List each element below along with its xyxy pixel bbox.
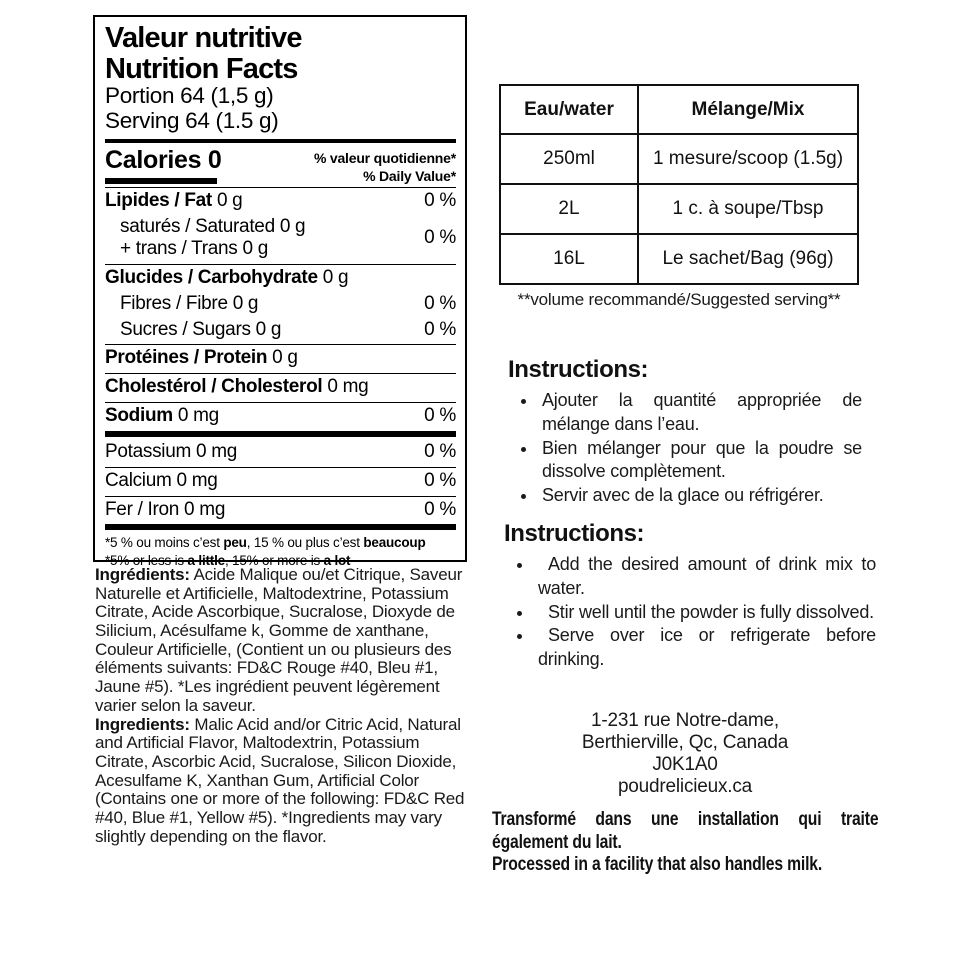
- serving-size-fr: Portion 64 (1,5 g): [105, 83, 274, 109]
- allergen-en: Processed in a facility that also handles milk.: [492, 853, 823, 876]
- list-item: • Stir well until the powder is fully dissolved.: [534, 601, 876, 625]
- nutrition-title-en: Nutrition Facts: [105, 52, 298, 85]
- footnote-en: *5% or less is a little, 15% or more is a lot: [105, 553, 351, 569]
- footnote-fr: *5 % ou moins c’est peu, 15 % ou plus c’est beaucoup: [105, 535, 426, 551]
- nutrient-row-potassium: Potassium 0 mg 0 %: [105, 440, 456, 462]
- instructions-fr-list: [508, 389, 862, 508]
- address-line: J0K1A0: [652, 753, 718, 775]
- list-item: • Ajouter la quantité appropriée de mélange dans l’eau.: [538, 389, 862, 437]
- instructions-fr-title: Instructions:: [508, 356, 649, 383]
- header-water: Eau/water: [500, 85, 638, 134]
- ingredients-en: Ingredients: Malic Acid and/or Citric Acid, Natural and Artificial Flavor, Maltodextrin, Potassium Citrate, Ascorbic Acid, Sucralose, Silicon Dioxide, Acesulfame K, Xanthan Gum, Artificial Color (Contains one or more of the following: FD&C Red #40, Blue #1, Yellow #5). *Ingredients may vary slightly depending on the flavor.: [95, 714, 465, 846]
- nutrient-row-saturated-trans: saturés / Saturated 0 g + trans / Trans 0 g 0 %: [120, 216, 456, 260]
- table-row: 250ml 1 mesure/scoop (1.5g): [500, 134, 858, 184]
- separator-rule: [105, 139, 456, 143]
- instructions-fr: [508, 356, 862, 508]
- nutrition-title-fr: Valeur nutritive: [105, 22, 302, 54]
- nutrient-row-cholesterol: Cholestérol / Cholesterol 0 mg: [105, 376, 369, 398]
- table-row: 2L 1 c. à soupe/Tbsp: [500, 184, 858, 234]
- calories-value: Calories 0: [105, 146, 222, 185]
- ingredients-fr: Ingrédients: Acide Malique ou/et Citrique, Saveur Naturelle et Artificielle, Maltodextrine, Potassium Citrate, Acide Ascorbique, Sucralose, Dioxyde de Silicium, Acésulfame k, Gomme de xanthane, Couleur Artificielle, (Contient un ou plusieurs des éléments suivants: FD&C Rouge #40, Bleu #1, Jaune #5). *Les ingrédient peuvent légèrement varier selon la saveur.: [95, 565, 463, 715]
- website-text: poudrelicieux.ca: [617, 775, 753, 797]
- nutrient-row-fat: Lipides / Fat 0 g 0 %: [105, 190, 456, 212]
- calories-underline: [105, 178, 217, 184]
- nutrient-row-fibre: Fibres / Fibre 0 g 0 %: [120, 292, 456, 314]
- nutrient-row-carbohydrate: Glucides / Carbohydrate 0 g: [105, 266, 349, 288]
- company-address: [505, 710, 865, 797]
- nutrient-row-protein: Protéines / Protein 0 g: [105, 347, 298, 369]
- separator-thick: [105, 431, 456, 437]
- address-line: 1-231 rue Notre-dame,: [590, 710, 779, 731]
- allergen-statement: [492, 808, 878, 876]
- calories-row: [105, 146, 456, 185]
- nutrient-row-calcium: Calcium 0 mg 0 %: [105, 469, 456, 491]
- allergen-fr: Transformé dans une installation qui traite également du lait.: [492, 808, 879, 853]
- nutrition-facts-panel: [93, 15, 467, 569]
- mixing-ratio-table: [499, 84, 859, 285]
- list-item: • Bien mélanger pour que la poudre se dissolve complètement.: [538, 437, 862, 485]
- list-item: • Servir avec de la glace ou réfrigérer.: [538, 484, 862, 508]
- separator-thick: [105, 524, 456, 530]
- list-item: • Add the desired amount of drink mix to water.: [534, 553, 876, 601]
- nutrient-row-sodium: Sodium 0 mg 0 %: [105, 405, 456, 427]
- table-header-row: [500, 85, 858, 134]
- serving-size-en: Serving 64 (1.5 g): [105, 108, 279, 134]
- list-item: • Serve over ice or refrigerate before drinking.: [534, 624, 876, 672]
- nutrient-row-iron: Fer / Iron 0 mg 0 %: [105, 498, 456, 520]
- daily-value-header: % valeur quotidienne* % Daily Value*: [313, 149, 456, 185]
- table-row: 16L Le sachet/Bag (96g): [500, 234, 858, 284]
- header-mix: Mélange/Mix: [638, 85, 858, 134]
- suggested-serving-note: **volume recommandé/Suggested serving**: [517, 290, 841, 309]
- nutrient-row-sugars: Sucres / Sugars 0 g 0 %: [120, 318, 456, 340]
- instructions-en-list: [504, 553, 876, 672]
- instructions-en-title: Instructions:: [504, 520, 645, 547]
- address-line: Berthierville, Qc, Canada: [581, 731, 789, 753]
- instructions-en: [504, 520, 876, 672]
- ingredients-section: [95, 566, 471, 846]
